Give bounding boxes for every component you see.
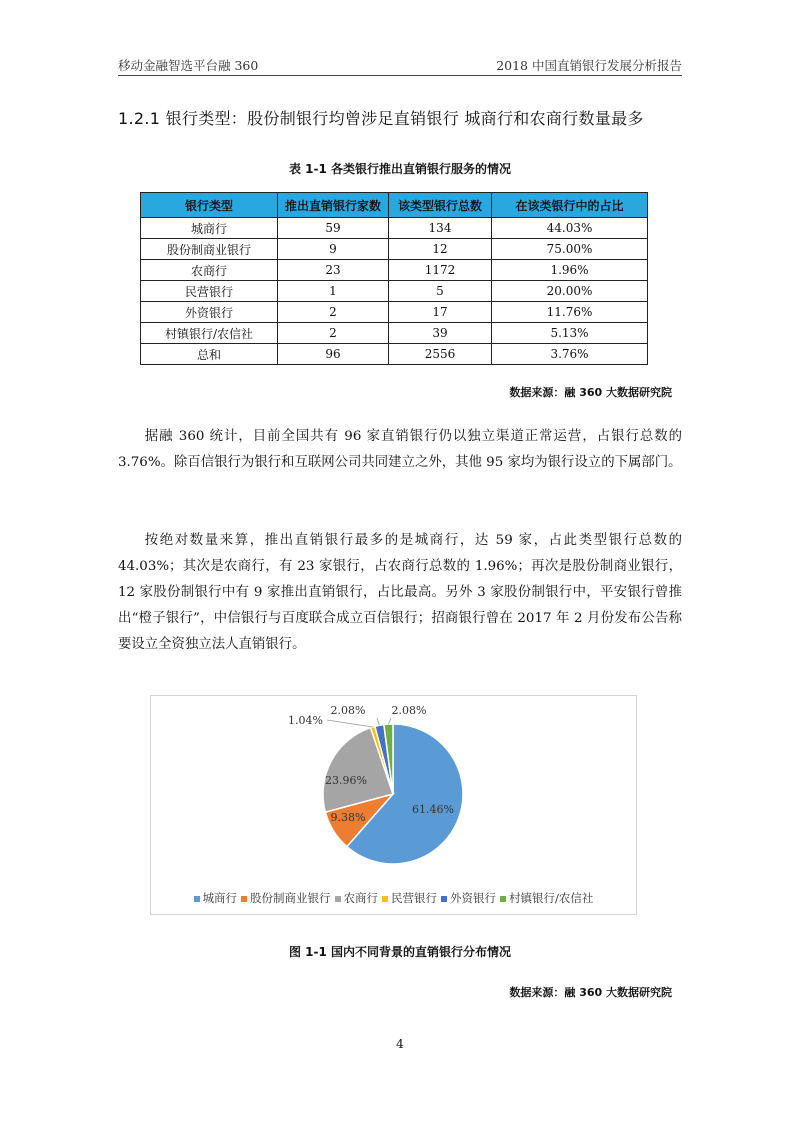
leader-line [327,720,373,727]
legend-item [335,890,379,906]
legend-item [194,890,238,906]
table-cell: 5 [389,281,492,302]
leader-line [377,718,379,725]
data-label: 23.96% [325,774,367,787]
table-header-cell: 在该类银行中的占比 [492,193,648,218]
table-cell: 2 [278,323,389,344]
table-cell: 39 [389,323,492,344]
leader-line [388,718,391,724]
table-caption: 表 1-1 各类银行推出直销银行服务的情况 [288,162,512,176]
table-cell: 44.03% [492,218,648,239]
data-label: 9.38% [330,811,366,824]
table-cell: 2556 [389,344,492,365]
table-row [141,239,648,260]
data-label: 61.46% [412,803,454,816]
legend-item [500,890,593,906]
table-cell: 5.13% [492,323,648,344]
pie-chart-svg [151,696,636,886]
legend-swatch [441,896,447,902]
legend-swatch [335,896,341,902]
legend-label: 城商行 [202,891,238,905]
legend-swatch [500,896,506,902]
table-row [141,323,648,344]
bank-type-table [140,192,648,365]
table-cell: 20.00% [492,281,648,302]
table-cell: 17 [389,302,492,323]
table-row [141,218,648,239]
chart-legend [151,890,636,906]
section-title: 1.2.1 银行类型：股份制银行均曾涉足直销银行 城商行和农商行数量最多 [118,109,644,128]
table-header-cell: 该类型银行总数 [389,193,492,218]
table-cell: 3.76% [492,344,648,365]
table-cell: 1 [278,281,389,302]
legend-label: 民营银行 [391,891,438,905]
data-label: 2.08% [391,704,427,717]
header-rule [118,75,682,76]
data-label: 2.08% [330,704,366,717]
table-row [141,260,648,281]
table-header-row [141,193,648,218]
table-cell: 股份制商业银行 [141,239,278,260]
table-cell: 23 [278,260,389,281]
table-cell: 总和 [141,344,278,365]
paragraph-1: 据融 360 统计，目前全国共有 96 家直销银行仍以独立渠道正常运营，占银行总数的 3.76%。除百信银行为银行和互联网公司共同建立之外，其他 95 家均为银行设立的下属部门。 [118,429,682,470]
table-cell: 1172 [389,260,492,281]
pie-chart [150,695,637,915]
legend-item [441,890,496,906]
table-cell: 59 [278,218,389,239]
table-cell: 村镇银行/农信社 [141,323,278,344]
table-row [141,344,648,365]
legend-label: 村镇银行/农信社 [509,891,594,905]
table-cell: 2 [278,302,389,323]
table-cell: 农商行 [141,260,278,281]
table-cell: 96 [278,344,389,365]
table-header-cell: 银行类型 [141,193,278,218]
table-cell: 外资银行 [141,302,278,323]
legend-swatch [241,896,247,902]
legend-label: 股份制商业银行 [250,891,331,905]
figure-caption: 图 1-1 国内不同背景的直销银行分布情况 [288,945,512,959]
header-right: 2018 中国直销银行发展分析报告 [496,58,682,73]
legend-label: 农商行 [343,891,379,905]
table-cell: 1.96% [492,260,648,281]
header-left: 移动金融智选平台融 360 [118,58,259,73]
table-row [141,302,648,323]
table-cell: 9 [278,239,389,260]
table-row [141,281,648,302]
table-cell: 民营银行 [141,281,278,302]
table-header-cell: 推出直销银行家数 [278,193,389,218]
table-cell: 134 [389,218,492,239]
page-number: 4 [396,1037,404,1051]
table-source: 数据来源：融 360 大数据研究院 [509,386,672,399]
table-cell: 城商行 [141,218,278,239]
legend-item [382,890,437,906]
table-cell: 75.00% [492,239,648,260]
legend-item [241,890,331,906]
table-cell: 12 [389,239,492,260]
legend-swatch [194,896,200,902]
data-label: 1.04% [288,714,323,727]
figure-source: 数据来源：融 360 大数据研究院 [509,986,672,999]
table-cell: 11.76% [492,302,648,323]
legend-swatch [382,896,388,902]
page-header [118,56,682,76]
paragraph-2: 按绝对数量来算，推出直销银行最多的是城商行，达 59 家，占此类型银行总数的 44.03%；其次是农商行，有 23 家银行，占农商行总数的 1.96%；再次是股份制商业银行，12 家股份制银行中有 9 家推出直销银行，占比最高。另外 3 家股份制银行中，平安银行曾推出“橙子银行”，中信银行与百度联合成立百信银行；招商银行曾在 2017 年 2 月份发布公告称要设立全资独立法人直销银行。 [118,533,682,652]
legend-label: 外资银行 [450,891,497,905]
